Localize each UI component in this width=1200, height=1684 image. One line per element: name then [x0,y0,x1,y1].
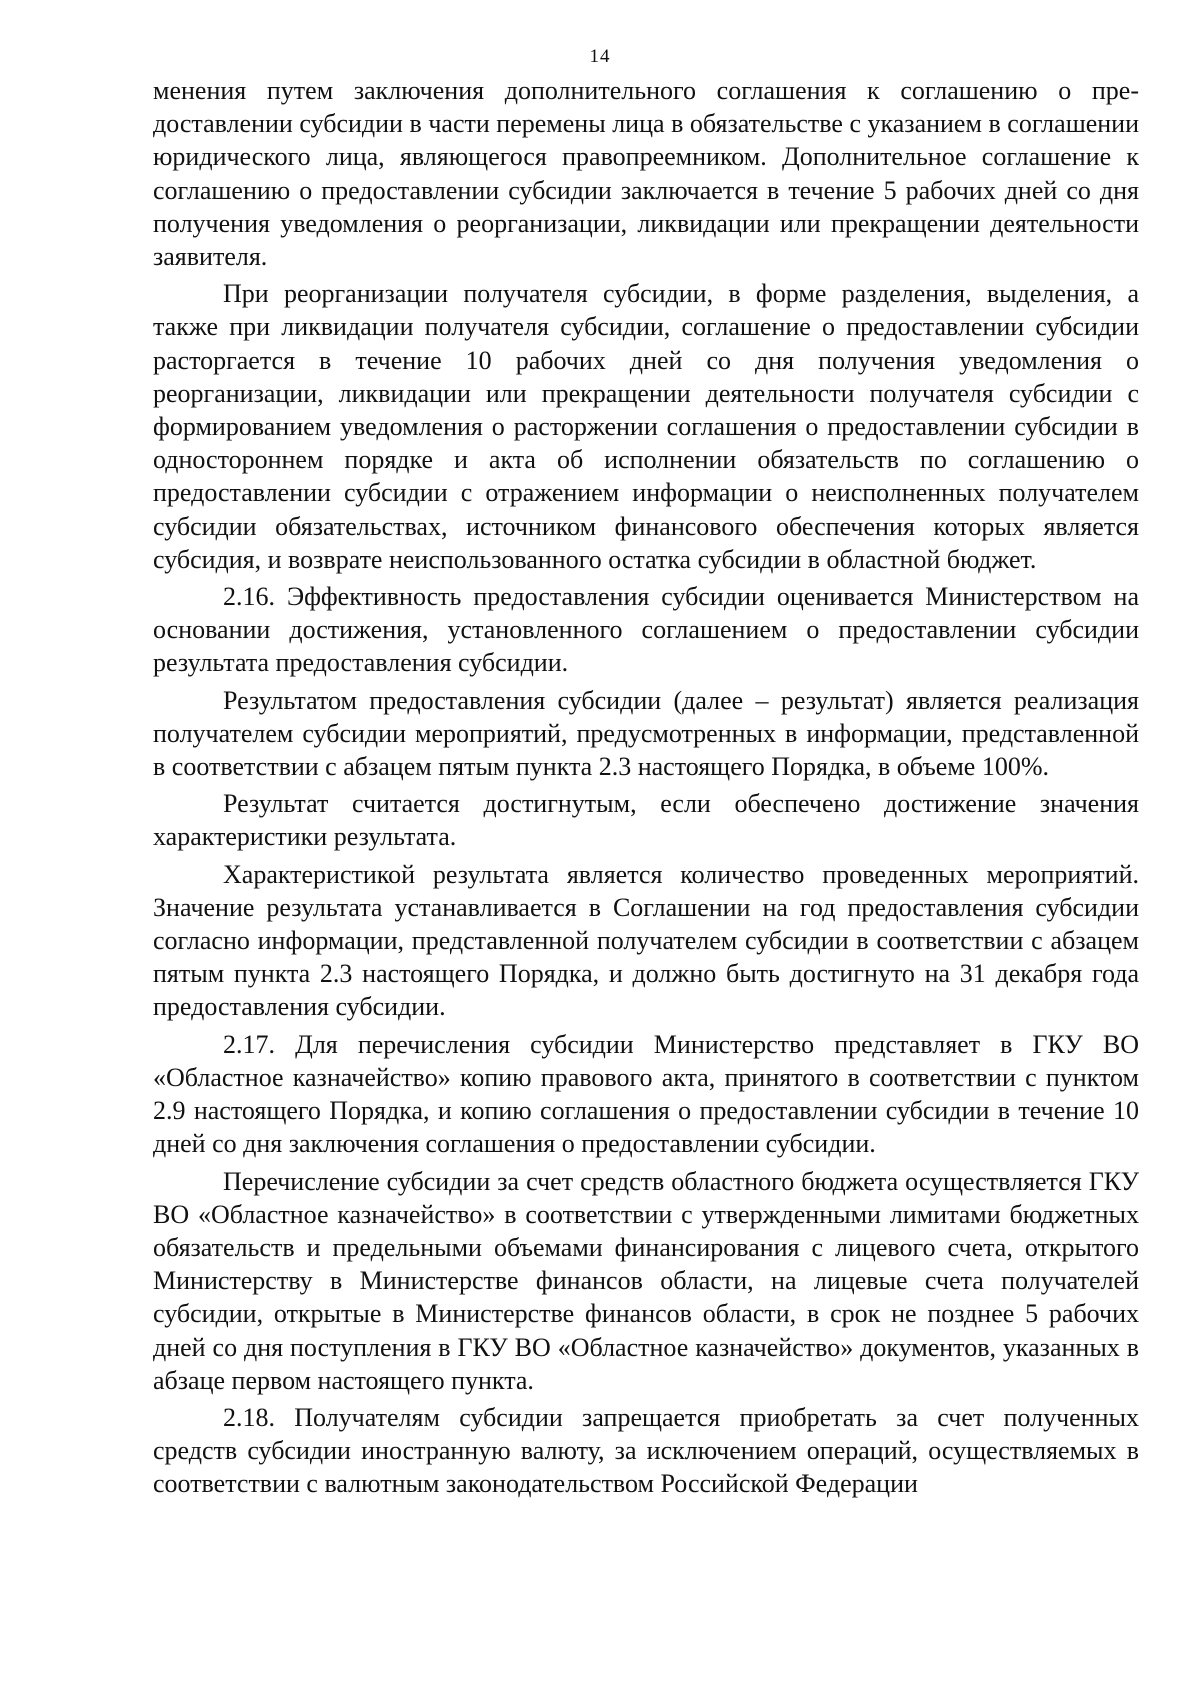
paragraph-result-characteristic: Характеристикой результата является количество проведенных мероприятий. Значение результата устанавливается в Соглашении на год предоставления субсидии согласно информации, представленной получателем субсидии в соответствии с абзацем пятым пункта 2.3 настоящего Порядка, и должно быть достигнуто на 31 декабря года предоставления субсидии. [153,859,1139,1022]
paragraph-2-17: 2.17. Для перечисления субсидии Министерство представляет в ГКУ ВО «Областное казначейство» копию правового акта, принятого в соответствии с пунктом 2.9 настоящего Порядка, и копию соглашения о предоставлении субсидии в течение 10 дней со дня заключения соглашения о предоставлении субсидии. [153,1029,1139,1159]
document-body [153,74,1139,1505]
page-number: 14 [589,46,611,67]
paragraph-2-16: 2.16. Эффективность предоставления субсидии оценивается Министерством на основании достижения, установленного соглашением о предоставлении субсидии результата предоставления субсидии. [153,582,1139,678]
paragraph-continuation: менения путем заключения дополнительного соглашения к соглашению о предоставлении субсидии в части перемены лица в обязательстве с указанием в соглашении юридического лица, являющегося правопреемником. Дополнительное соглашение к соглашению о предоставлении субсидии заключается в течение 5 рабочих дней со дня получения уведомления о реорганизации, ликвидации или прекращении деятельности заявителя. [153,76,1139,272]
paragraph-transfer: Перечисление субсидии за счет средств областного бюджета осуществляется ГКУ ВО «Областное казначейство» в соответствии с утвержденными лимитами бюджетных обязательств и предельными объемами финансирования с лицевого счета, открытого Министерству в Министерстве финансов области, на лицевые счета получателей субсидии, открытые в Министерстве финансов области, в срок не позднее 5 рабочих дней со дня поступления в ГКУ ВО «Областное казначейство» документов, указанных в абзаце первом настоящего пункта. [153,1166,1139,1395]
paragraph-2-18: 2.18. Получателям субсидии запрещается приобретать за счет полученных средств субсидии иностранную валюту, за исключением операций, осуществляемых в соответствии с валютным законодательством Российской Федерации [153,1402,1139,1499]
paragraph-reorganization: При реорганизации получателя субсидии, в форме разделения, выделения, а также при ликвидации получателя субсидии, соглашение о предоставлении субсидии расторгается в течение 10 рабочих дней со дня получения уведомления о реорганизации, ликвидации или прекращении деятельности получателя субсидии с формированием уведомления о расторжении соглашения о предоставлении субсидии в одностороннем порядке и акта об исполнении обязательств по соглашению о предоставлении субсидии с отражением информации о неисполненных получателем субсидии обязательствах, источником финансового обеспечения которых является субсидия, и возврате неиспользованного остатка субсидии в областной бюджет. [153,279,1139,574]
paragraph-result: Результатом предоставления субсидии (далее – результат) является реализация получателем субсидии мероприятий, предусмотренных в информации, представленной в соответствии с абзацем пятым пункта 2.3 настоящего Порядка, в объеме 100%. [153,685,1139,782]
paragraph-result-achieved: Результат считается достигнутым, если обеспечено достижение значения характеристики результата. [153,789,1139,852]
